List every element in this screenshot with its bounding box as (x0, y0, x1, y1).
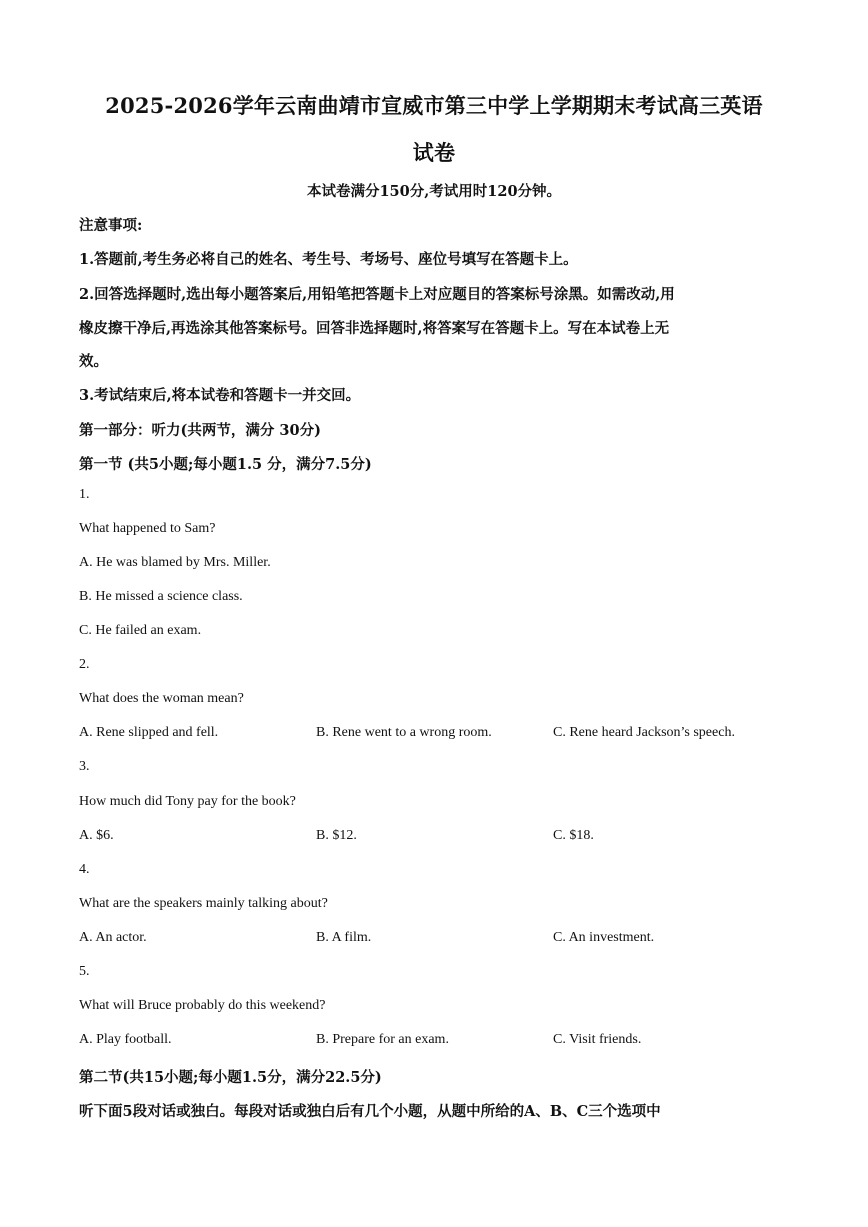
notice-item-2-line3: 效。 (79, 353, 108, 370)
question-3-option-a: A. $6. (79, 828, 114, 843)
question-1-option-b: B. He missed a science class. (79, 589, 243, 604)
notice-item-1: 1.答题前,考生务必将自己的姓名、考生号、考场号、座位号填写在答题卡上。 (79, 251, 578, 268)
question-2-option-b: B. Rene went to a wrong room. (316, 725, 492, 740)
section2-heading: 第二节(共15小题;每小题1.5分，满分22.5分) (79, 1069, 382, 1086)
question-2-text: What does the woman mean? (79, 691, 244, 706)
exam-title-line2: 试卷 (412, 140, 456, 165)
section2-intro: 听下面5段对话或独白。每段对话或独白后有几个小题，从题中所给的A、B、C三个选项中 (79, 1103, 661, 1120)
question-5-number: 5. (79, 964, 90, 979)
question-5-option-c: C. Visit friends. (553, 1032, 642, 1047)
exam-subtitle: 本试卷满分150分,考试用时120分钟。 (306, 183, 562, 200)
section1-heading: 第一节 (共5小题;每小题1.5 分，满分7.5分) (79, 456, 372, 473)
question-4-text: What are the speakers mainly talking about? (79, 896, 328, 911)
question-3-text: How much did Tony pay for the book? (79, 794, 296, 809)
question-4-option-c: C. An investment. (553, 930, 655, 945)
notice-item-2-line2: 橡皮擦干净后,再选涂其他答案标号。回答非选择题时,将答案写在答题卡上。写在本试卷上无 (79, 320, 670, 337)
question-5-option-b: B. Prepare for an exam. (316, 1032, 449, 1047)
part1-heading: 第一部分：听力(共两节，满分 30分) (79, 422, 321, 439)
question-1-text: What happened to Sam? (79, 521, 216, 536)
question-4-number: 4. (79, 862, 90, 877)
question-2-number: 2. (79, 657, 90, 672)
question-4-option-b: B. A film. (316, 930, 372, 945)
question-2-option-a: A. Rene slipped and fell. (79, 725, 219, 740)
notice-item-2-line1: 2.回答选择题时,选出每小题答案后,用铅笔把答题卡上对应题目的答案标号涂黑。如需改动,用 (79, 286, 675, 303)
question-2-option-c: C. Rene heard Jackson’s speech. (553, 725, 735, 740)
question-1-option-a: A. He was blamed by Mrs. Miller. (79, 555, 271, 570)
question-5-option-a: A. Play football. (79, 1032, 172, 1047)
question-5-text: What will Bruce probably do this weekend? (79, 998, 326, 1013)
notice-item-3: 3.考试结束后,将本试卷和答题卡一并交回。 (79, 387, 361, 404)
question-3-number: 3. (79, 759, 90, 774)
question-1-option-c: C. He failed an exam. (79, 623, 202, 638)
question-3-option-c: C. $18. (553, 828, 594, 843)
question-3-option-b: B. $12. (316, 828, 357, 843)
notice-heading: 注意事项: (79, 217, 143, 234)
question-4-option-a: A. An actor. (79, 930, 147, 945)
question-1-number: 1. (79, 487, 90, 502)
exam-title-line1: 2025-2026学年云南曲靖市宣威市第三中学上学期期末考试高三英语 (105, 93, 763, 118)
